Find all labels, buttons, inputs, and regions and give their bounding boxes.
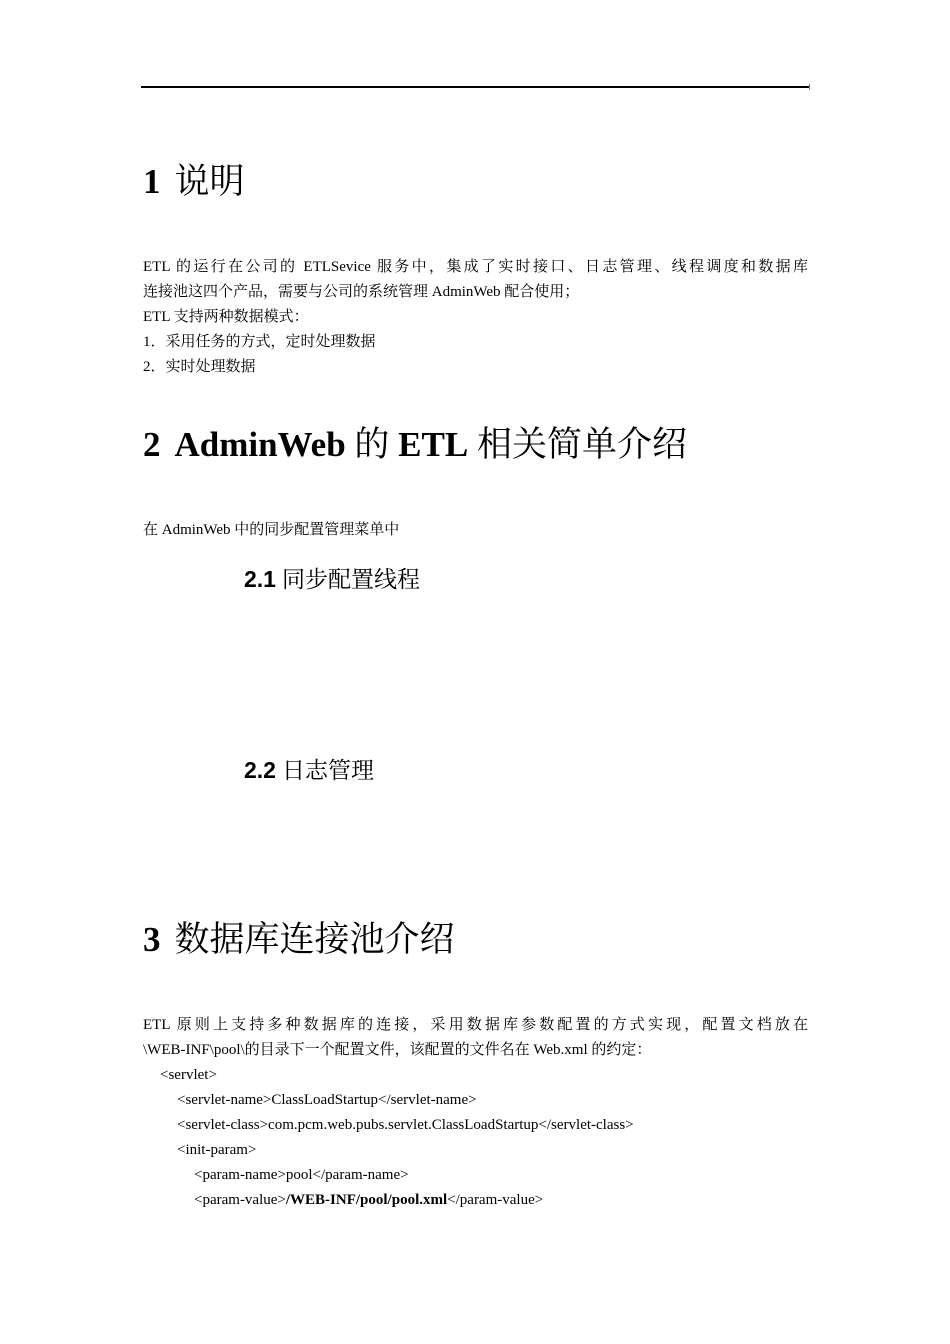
heading-number: 2.1 — [244, 566, 276, 592]
code-line: <servlet-class>com.pcm.web.pubs.servlet.ClassLoadStartup</servlet-class> — [177, 1117, 634, 1133]
code-line: <init-param> — [177, 1142, 257, 1158]
heading-section-2 — [143, 425, 687, 465]
paragraph-pool-line-2: \WEB-INF\pool\的目录下一个配置文件，该配置的文件名在 Web.xml 的约定： — [143, 1042, 652, 1058]
paragraph-adminweb: 在 AdminWeb 中的同步配置管理菜单中 — [143, 522, 400, 538]
heading-title-part: AdminWeb — [174, 425, 346, 464]
heading-title: 日志管理 — [281, 757, 374, 783]
header-rule — [141, 86, 809, 88]
heading-section-2-1 — [244, 564, 420, 594]
heading-title: 说明 — [174, 162, 245, 201]
code-line: <servlet> — [160, 1067, 217, 1083]
heading-number: 3 — [143, 920, 161, 959]
code-line: <param-name>pool</param-name> — [194, 1167, 409, 1183]
code-text: <param-value> — [194, 1192, 286, 1208]
list-item: 1．采用任务的方式，定时处理数据 — [143, 334, 376, 350]
list-item: 2．实时处理数据 — [143, 359, 256, 375]
code-text: </param-value> — [447, 1192, 544, 1208]
heading-section-2-2 — [244, 755, 374, 785]
code-line: <servlet-name>ClassLoadStartup</servlet-name> — [177, 1092, 477, 1108]
code-path: /WEB-INF/pool/pool.xml — [285, 1192, 448, 1208]
paragraph-modes: ETL 支持两种数据模式： — [143, 309, 309, 325]
heading-section-3 — [143, 920, 455, 960]
heading-title: 数据库连接池介绍 — [174, 920, 455, 959]
header-rule-mark — [809, 84, 810, 90]
heading-number: 2.2 — [244, 757, 276, 783]
heading-number: 1 — [143, 162, 161, 201]
heading-number: 2 — [143, 425, 161, 464]
paragraph-intro-line-2: 连接池这四个产品，需要与公司的系统管理 AdminWeb 配合使用； — [143, 284, 580, 300]
heading-title: 同步配置线程 — [281, 566, 420, 592]
code-line — [194, 1188, 543, 1213]
paragraph-pool-line-1: ETL 原则上支持多种数据库的连接，采用数据库参数配置的方式实现，配置文档放在 — [143, 1017, 808, 1033]
heading-title-part: 相关简单介绍 — [476, 425, 687, 464]
heading-section-1 — [143, 162, 245, 202]
heading-title-part: 的 — [354, 425, 390, 464]
paragraph-intro-line-1: ETL 的运行在公司的 ETLSevice 服务中，集成了实时接口、日志管理、线程调度和数据库 — [143, 259, 808, 275]
heading-title-part: ETL — [398, 425, 469, 464]
